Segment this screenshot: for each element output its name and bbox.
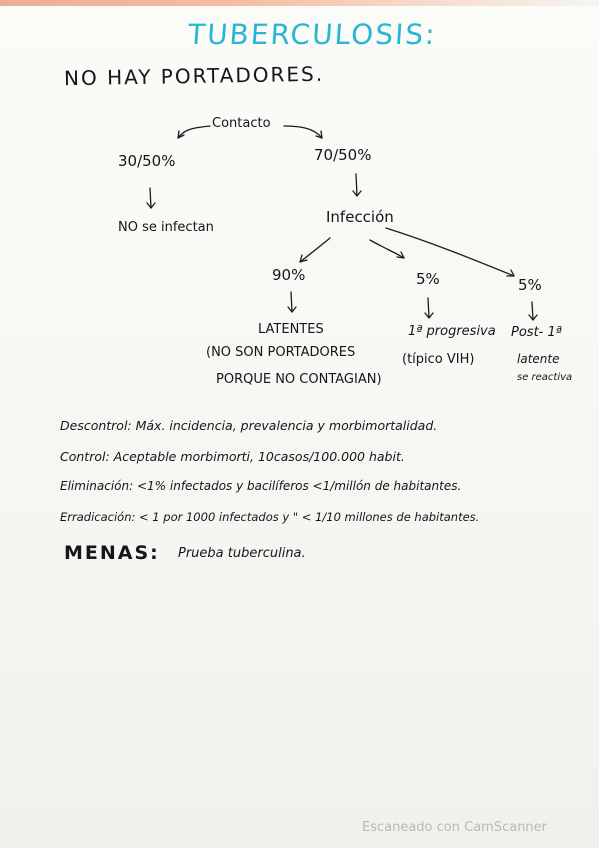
diagram-right-percent: 70/50% [314, 146, 372, 164]
diagram-contact: Contacto [212, 116, 271, 131]
menas-text: Prueba tuberculina. [178, 546, 306, 561]
branch3-percent: 5% [518, 276, 542, 294]
branch1-percent: 90% [272, 266, 306, 284]
branch2-note: (típico VIH) [402, 352, 475, 367]
arrow-90-down [291, 292, 292, 312]
branch1-note1: (NO SON PORTADORES [206, 345, 356, 360]
arrow-contact-left [178, 126, 210, 138]
branch1-label: LATENTES [258, 322, 324, 337]
arrow-5a-down [428, 298, 429, 318]
note-eliminacion: Eliminación: <1% infectados y bacilíferos <1/millón de habitantes. [60, 479, 462, 493]
page-title: TUBERCULOSIS: [186, 18, 438, 51]
note-erradicacion: Erradicación: < 1 por 1000 infectados y " < 1/10 millones de habitantes. [60, 510, 480, 524]
arrow-infection-5a [370, 240, 404, 258]
branch1-note2: PORQUE NO CONTAGIAN) [216, 372, 382, 387]
branch2-label: 1ª progresiva [408, 324, 496, 339]
note-control: Control: Aceptable morbimorti, 10casos/100.000 habit. [60, 449, 405, 464]
arrow-5b-down [532, 302, 533, 320]
diagram-left-percent: 30/50% [118, 152, 176, 170]
arrow-right-down [356, 174, 357, 196]
arrow-left-down [150, 188, 151, 208]
menas-heading: MENAS: [64, 542, 160, 564]
branch3-note1: latente [517, 352, 560, 366]
branch3-note2: se reactiva [517, 372, 573, 383]
arrow-infection-90 [300, 238, 330, 262]
diagram-infection: Infección [326, 208, 394, 226]
arrow-infection-5b [386, 228, 514, 276]
branch2-percent: 5% [416, 270, 440, 288]
branch3-label: Post- 1ª [511, 325, 562, 340]
diagram-left-result: NO se infectan [118, 220, 214, 235]
page-subtitle: NO HAY PORTADORES. [63, 61, 325, 91]
page-edge-shadow [0, 0, 599, 6]
arrow-contact-right [284, 126, 322, 138]
note-descontrol: Descontrol: Máx. incidencia, prevalencia y morbimortalidad. [60, 418, 438, 433]
scanner-watermark: Escaneado con CamScanner [362, 820, 548, 835]
